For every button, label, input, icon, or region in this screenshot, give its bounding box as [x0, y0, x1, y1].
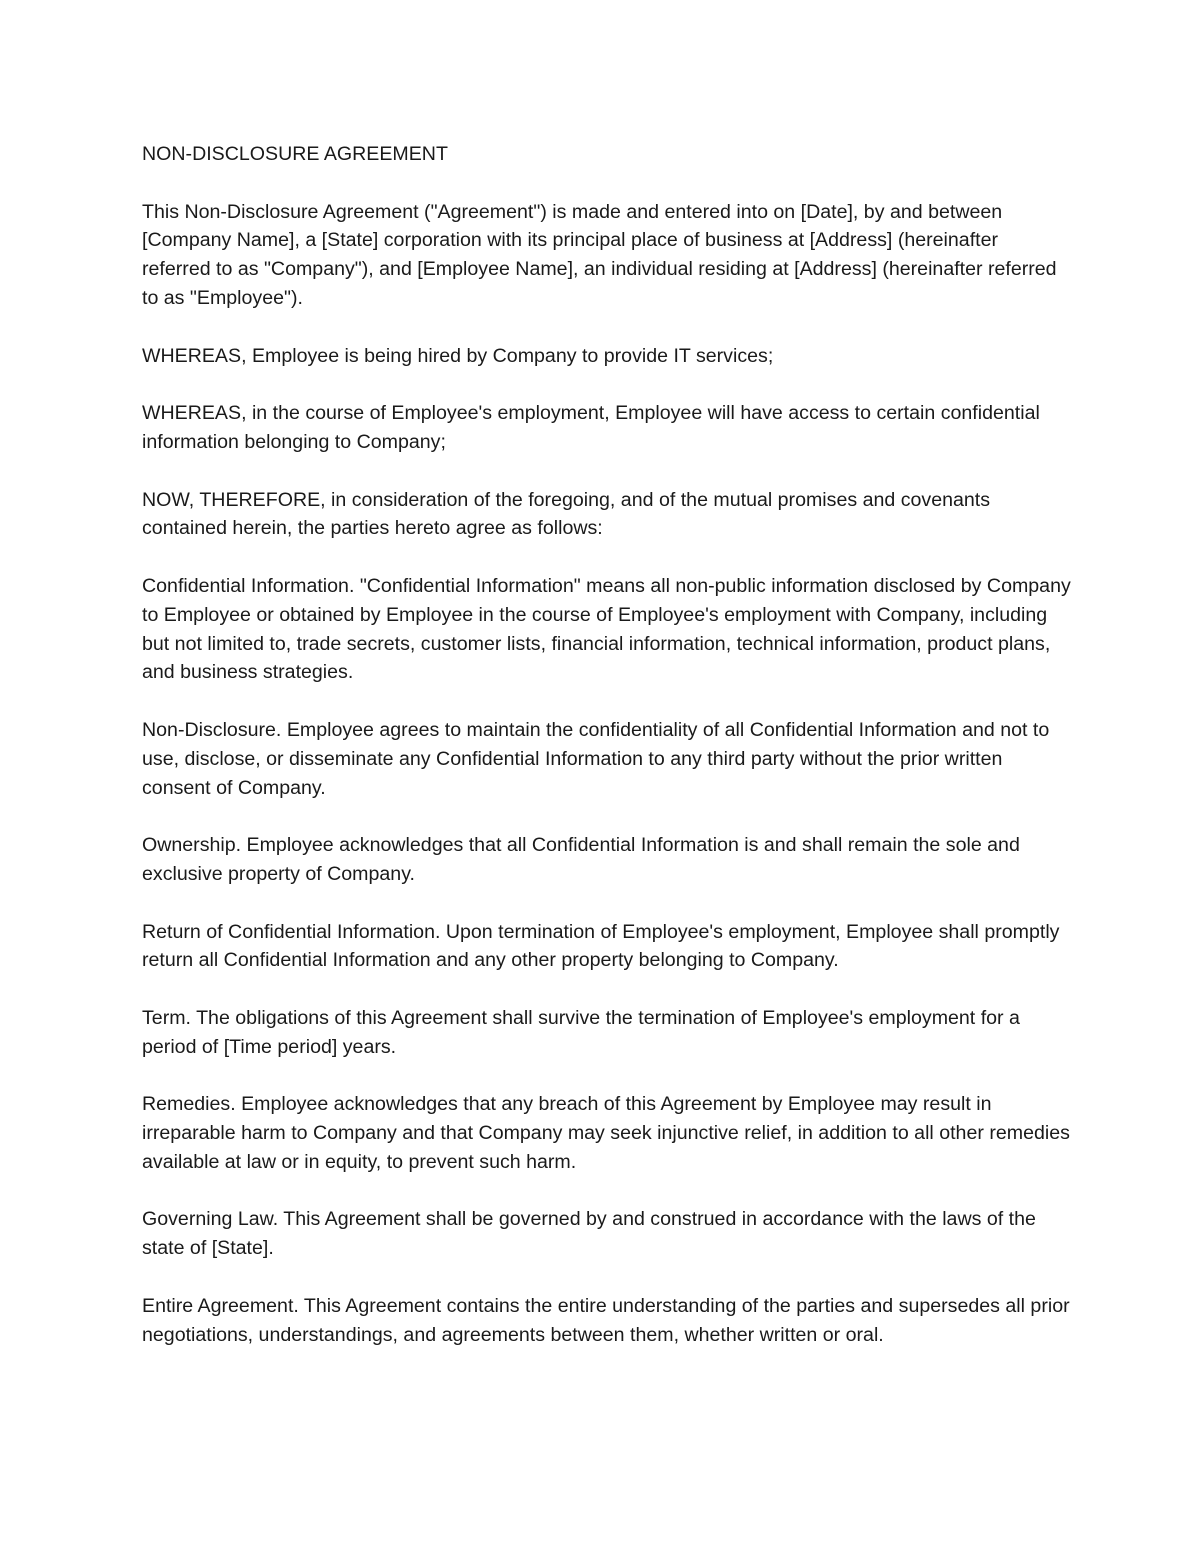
whereas-paragraph-2: WHEREAS, in the course of Employee's employment, Employee will have access to certain confidential information belonging to Company;: [142, 402, 1040, 453]
remedies-clause: Remedies. Employee acknowledges that any breach of this Agreement by Employee may result in irreparable harm to Company and that Company may seek injunctive relief, in addition to all other remedies available at law or in equity, to prevent such harm.: [142, 1093, 1070, 1173]
ownership-clause: Ownership. Employee acknowledges that all Confidential Information is and shall remain the sole and exclusive property of Company.: [142, 834, 1020, 885]
return-of-information-clause: Return of Confidential Information. Upon termination of Employee's employment, Employee shall promptly return all Confidential Information and any other property belonging to Company.: [142, 920, 1060, 972]
document-title: NON-DISCLOSURE AGREEMENT: [142, 143, 448, 165]
now-therefore-paragraph: NOW, THEREFORE, in consideration of the foregoing, and of the mutual promises and covenants contained herein, the parties hereto agree as follows:: [142, 488, 991, 540]
confidential-information-clause: Confidential Information. "Confidential Information" means all non-public information disclosed by Company to Employee or obtained by Employee in the course of Employee's employment with Company, including but not limited to, trade secrets, customer lists, financial information, technical information, product plans, and business strategies.: [142, 574, 1071, 684]
term-clause: Term. The obligations of this Agreement shall survive the termination of Employee's employment for a period of [Time period] years.: [142, 1006, 1020, 1058]
entire-agreement-clause: Entire Agreement. This Agreement contains the entire understanding of the parties and supersedes all prior negotiations, understandings, and agreements between them, whether written or oral.: [142, 1294, 1070, 1346]
non-disclosure-clause: Non-Disclosure. Employee agrees to maintain the confidentiality of all Confidential Information and not to use, disclose, or disseminate any Confidential Information to any third party without the prior written consent of Company.: [142, 718, 1050, 799]
preamble-paragraph: This Non-Disclosure Agreement ("Agreement") is made and entered into on [Date], by and between [Company Name], a [State] corporation with its principal place of business at [Address] (hereinafter referred to as "Company"), and [Employee Name], an individual residing at [Address] (hereinafter referred to as "Employee").: [142, 200, 1057, 309]
whereas-paragraph-1: WHEREAS, Employee is being hired by Company to provide IT services;: [142, 344, 774, 367]
document-body: [142, 140, 1072, 1378]
governing-law-clause: Governing Law. This Agreement shall be governed by and construed in accordance with the laws of the state of [State].: [142, 1208, 1036, 1260]
